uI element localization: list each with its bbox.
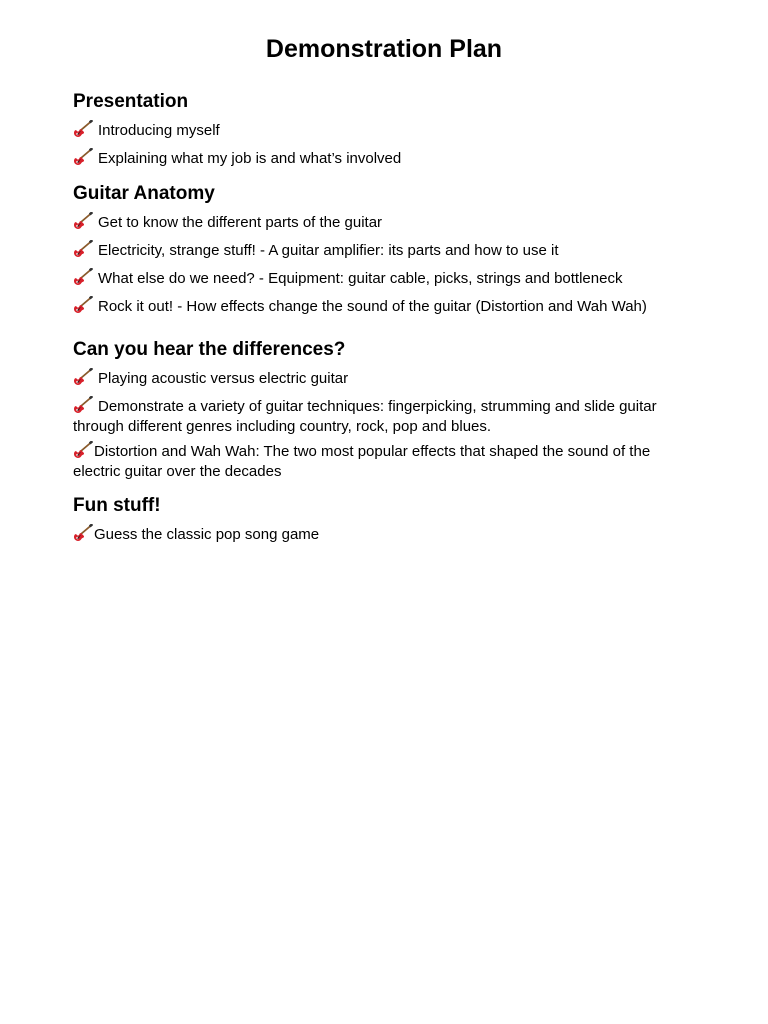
electric-guitar-icon xyxy=(73,441,93,459)
list-item xyxy=(73,296,693,317)
section-heading: Can you hear the differences? xyxy=(73,339,346,360)
document-title: Demonstration Plan xyxy=(265,35,503,63)
list-item xyxy=(73,240,693,261)
section-heading: Guitar Anatomy xyxy=(73,183,215,204)
list-item xyxy=(73,120,693,141)
electric-guitar-icon xyxy=(73,240,93,258)
electric-guitar-icon xyxy=(73,524,93,542)
section-heading: Fun stuff! xyxy=(73,495,161,516)
section-guitar-anatomy xyxy=(73,182,693,317)
section-fun-stuff xyxy=(73,494,693,545)
list-item xyxy=(73,396,693,437)
list-item-text: Introducing myself xyxy=(98,122,220,139)
list-item-text: Electricity, strange stuff! - A guitar amplifier: its parts and how to use it xyxy=(98,242,559,259)
list-item xyxy=(73,148,693,169)
list-item xyxy=(73,212,693,233)
list-item-text: Guess the classic pop song game xyxy=(94,526,320,543)
electric-guitar-icon xyxy=(73,268,93,286)
electric-guitar-icon xyxy=(73,396,93,414)
list-item-text: Distortion and Wah Wah: The two most popular effects that shaped the sound of the electric guitar over the decades xyxy=(73,443,651,480)
list-item-text: Rock it out! - How effects change the sound of the guitar (Distortion and Wah Wah) xyxy=(98,298,647,315)
list-item xyxy=(73,368,693,389)
section-presentation xyxy=(73,90,693,169)
electric-guitar-icon xyxy=(73,212,93,230)
electric-guitar-icon xyxy=(73,120,93,138)
list-item-text: Explaining what my job is and what’s involved xyxy=(98,150,402,167)
list-item xyxy=(73,268,693,289)
list-item-text: Demonstrate a variety of guitar techniques: fingerpicking, strumming and slide guitar through different genres including country, rock, pop and blues. xyxy=(73,398,657,435)
list-item xyxy=(73,524,693,545)
electric-guitar-icon xyxy=(73,148,93,166)
list-item-text: What else do we need? - Equipment: guitar cable, picks, strings and bottleneck xyxy=(98,270,623,287)
section-hear-differences xyxy=(73,338,693,482)
list-item-text: Get to know the different parts of the guitar xyxy=(98,214,383,231)
list-item xyxy=(73,441,693,482)
electric-guitar-icon xyxy=(73,368,93,386)
section-heading: Presentation xyxy=(73,91,189,112)
list-item-text: Playing acoustic versus electric guitar xyxy=(98,370,349,387)
electric-guitar-icon xyxy=(73,296,93,314)
